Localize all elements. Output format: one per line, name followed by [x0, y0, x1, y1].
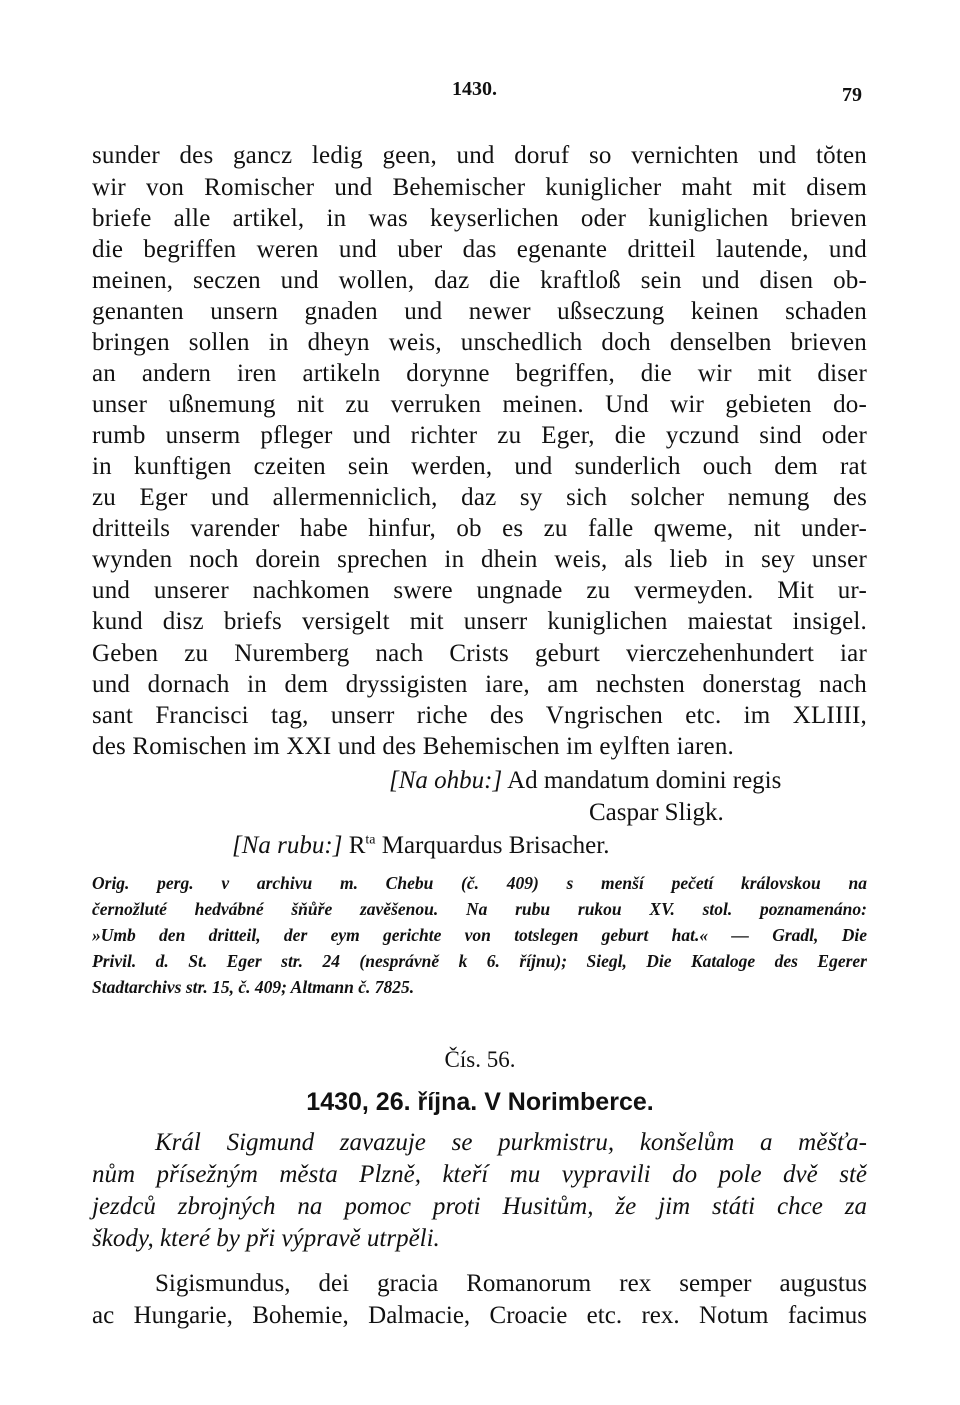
text-line: rumb unserm pfleger und richter zu Eger, die yczund sind oder [92, 422, 867, 449]
note-line: Stadtarchivs str. 15, č. 409; Altmann č. 7825. [92, 977, 415, 997]
text-line: Geben zu Nuremberg nach Crists geburt vierczehenhundert iar [92, 640, 867, 667]
text-line: briefe alle artikel, in was keyserlichen oder kuniglichen brieven [92, 205, 867, 232]
text-line: an andern iren artikeln dorynne begriffen, die wir mit diser [92, 360, 867, 387]
text-line: die begriffen weren und uber das egenante dritteil lautende, und [92, 236, 867, 263]
running-head-year: 1430. [452, 78, 497, 100]
text-line: sunder des gancz ledig geen, und doruf so vernichten und tŏten [92, 142, 867, 169]
signature-rubu-initial: R [348, 832, 366, 859]
page-number: 79 [842, 84, 862, 106]
signature-ohbu [389, 767, 781, 795]
note-line: »Umb den dritteil, der eym gerichte von totslegen geburt hat.« — Gradl, Die [92, 925, 867, 945]
running-head [0, 78, 960, 108]
text-line: bringen sollen in dheyn weis, unschedlich doch denselben brieven [92, 329, 867, 356]
regest-line: škody, které by při výpravě utrpěli. [92, 1225, 440, 1252]
signature-ohbu-name: Caspar Sligk. [589, 799, 724, 826]
text-line: wynden noch dorein sprechen in dhein weis, als lieb in sey unser [92, 546, 867, 573]
regest-line: jezdců zbrojných na pomoc proti Husitům, že jim státi chce za [92, 1193, 867, 1220]
text-line: sant Francisci tag, unserr riche des Vngrischen etc. im XLIIII, [92, 702, 867, 729]
text-line: genanten unsern gnaden und newer ußseczung keinen schaden [92, 298, 867, 325]
regest-line: nům přísežným města Plzně, kteří mu vypravili do pole dvě stě [92, 1161, 867, 1188]
text-line: des Romischen im XXI und des Behemischen im eylften iaren. [92, 733, 735, 760]
text-line: dritteils varender habe hinfur, ob es zu falle qweme, nit under- [92, 515, 867, 542]
text-line: kund disz briefs versigelt mit unserr kuniglichen maiestat insigel. [92, 608, 867, 635]
signature-ohbu-text: Ad mandatum domini regis [507, 767, 782, 794]
signature-ohbu-label: [Na ohbu:] [389, 767, 503, 794]
text-line: in kunftigen czeiten sein werden, und sunderlich ouch dem rat [92, 453, 867, 480]
text-line: ac Hungarie, Bohemie, Dalmacie, Croacie etc. rex. Notum facimus [92, 1302, 867, 1329]
signature-rubu-name: Marquardus Brisacher. [381, 832, 610, 859]
document-number: Čís. 56. [444, 1047, 516, 1072]
text-line: wir von Romischer und Behemischer kuniglicher maht mit disem [92, 174, 867, 201]
regest-line: Král Sigmund zavazuje se purkmistru, konšelům a měšťa- [155, 1129, 867, 1156]
text-line: und unserer nachkomen swere ungnade zu vermeyden. Mit ur- [92, 577, 867, 604]
text-line: Sigismundus, dei gracia Romanorum rex semper augustus [155, 1270, 867, 1297]
note-line: Orig. perg. v archivu m. Chebu (č. 409) s menší pečetí královskou na [92, 873, 867, 893]
signature-rubu-superscript: ta [365, 832, 376, 848]
note-line: Privil. d. St. Eger str. 24 (nesprávně k 6. říjnu); Siegl, Die Kataloge des Egerer [92, 951, 867, 971]
signature-rubu [232, 832, 609, 860]
text-line: unser ußnemung nit zu verruken meinen. Und wir gebieten do- [92, 391, 867, 418]
text-line: meinen, seczen und wollen, daz die kraftloß sein und disen ob- [92, 267, 867, 294]
text-line: und dornach in dem dryssigisten iare, am nechsten donerstag nach [92, 671, 867, 698]
text-line: zu Eger und allermenniclich, daz sy sich solcher nemung des [92, 484, 867, 511]
note-line: černožluté hedvábné šňůře zavěšenou. Na rubu rukou XV. stol. poznamenáno: [92, 899, 867, 919]
document-date-place: 1430, 26. října. V Norimberce. [306, 1088, 654, 1116]
signature-rubu-label: [Na rubu:] [232, 832, 343, 859]
